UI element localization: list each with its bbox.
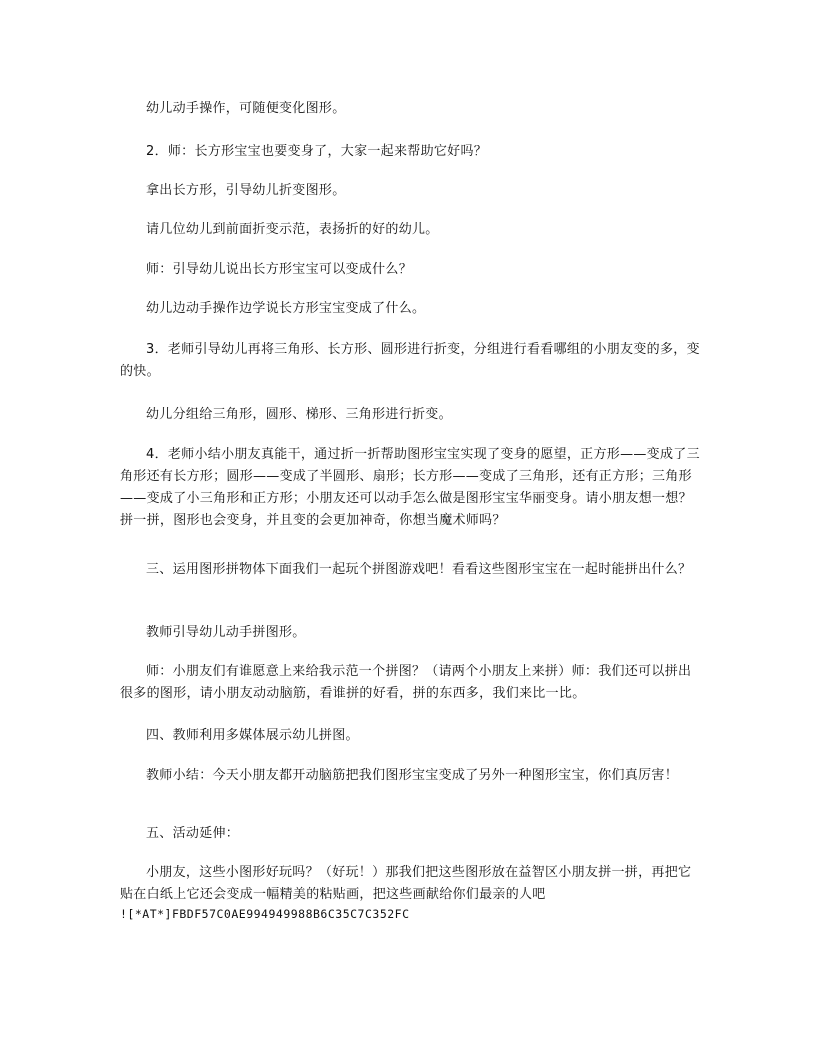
paragraph-7: 3．老师引导幼儿再将三角形、长方形、圆形进行折变，分组进行看看哪组的小朋友变的多，变的快。 bbox=[120, 342, 700, 379]
paragraph-14: 教师小结：今天小朋友都开动脑筋把我们图形宝宝变成了另外一种图形宝宝，你们真厉害！ bbox=[146, 768, 679, 783]
paragraph-13: 四、教师利用多媒体展示幼儿拼图。 bbox=[146, 728, 359, 743]
paragraph-2: 2．师：长方形宝宝也要变身了，大家一起来帮助它好吗？ bbox=[146, 144, 488, 159]
paragraph-9: 4．老师小结小朋友真能干，通过折一折帮助图形宝宝实现了变身的愿望，正方形——变成了三角形还有长方形；圆形——变成了半圆形、扇形；长方形——变成了三角形，还有正方形；三角形——变成了小三角形和正方形；小朋友还可以动手怎么做是图形宝宝华丽变身。请小朋友想一想？拼一拼，图形也会变身，并且变的会更加神奇，你想当魔术师吗？ bbox=[120, 447, 700, 528]
paragraph-3: 拿出长方形，引导幼儿折变图形。 bbox=[146, 183, 346, 198]
paragraph-15: 五、活动延伸： bbox=[146, 826, 240, 841]
paragraph-6: 幼儿边动手操作边学说长方形宝宝变成了什么。 bbox=[146, 301, 426, 316]
paragraph-10: 三、运用图形拼物体下面我们一起玩个拼图游戏吧！看看这些图形宝宝在一起时能拼出什么？ bbox=[146, 562, 692, 577]
paragraph-4: 请几位幼儿到前面折变示范，表扬折的好的幼儿。 bbox=[146, 222, 439, 237]
document-code-string: ![*AT*]FBDF57C0AE994949988B6C35C7C352FC bbox=[120, 907, 410, 921]
paragraph-8: 幼儿分组给三角形，圆形、梯形、三角形进行折变。 bbox=[146, 407, 452, 422]
paragraph-16: 小朋友，这些小图形好玩吗？（好玩！）那我们把这些图形放在益智区小朋友拼一拼，再把它贴在白纸上它还会变成一幅精美的粘贴画，把这些画献给你们最亲的人吧 bbox=[120, 865, 692, 902]
paragraph-11: 教师引导幼儿动手拼图形。 bbox=[146, 625, 306, 640]
paragraph-5: 师：引导幼儿说出长方形宝宝可以变成什么？ bbox=[146, 262, 413, 277]
paragraph-1: 幼儿动手操作，可随便变化图形。 bbox=[146, 101, 346, 116]
paragraph-12: 师：小朋友们有谁愿意上来给我示范一个拼图？（请两个小朋友上来拼）师：我们还可以拼出很多的图形，请小朋友动动脑筋，看谁拼的好看，拼的东西多，我们来比一比。 bbox=[120, 664, 692, 701]
